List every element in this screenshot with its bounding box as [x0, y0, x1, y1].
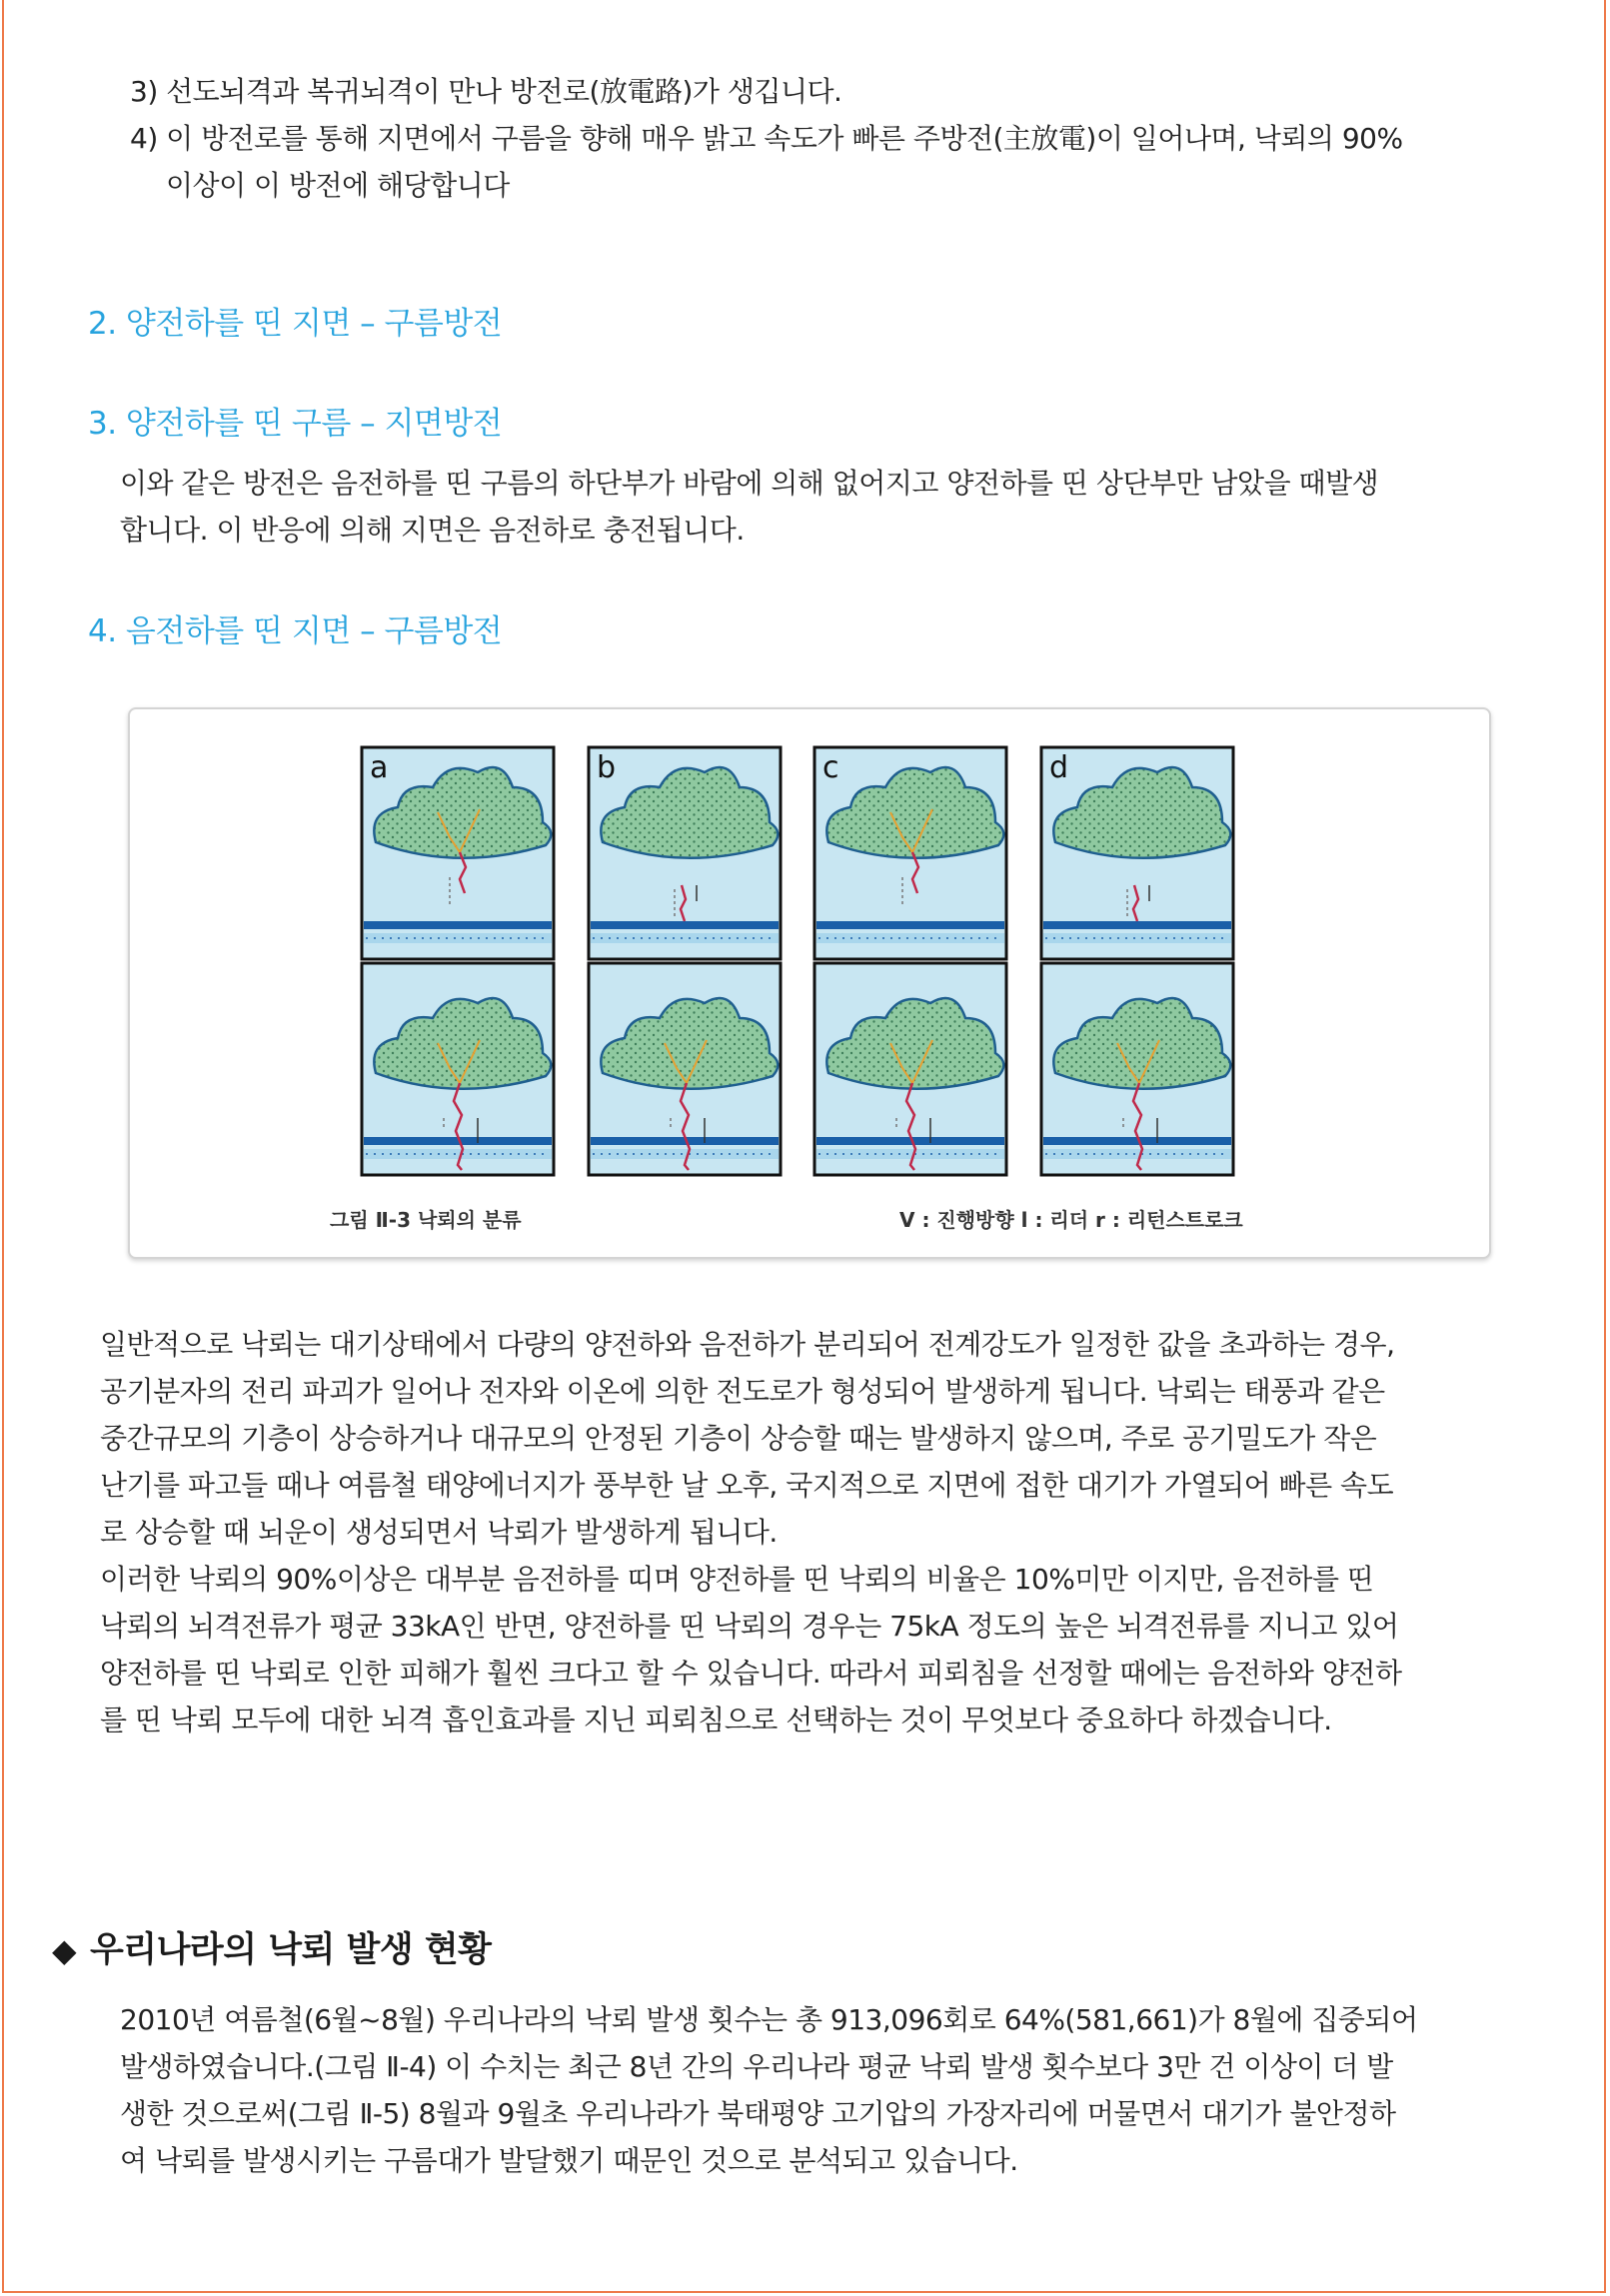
step-4: 4) 이 방전로를 통해 지면에서 구름을 향해 매우 밝고 속도가 빠른 주방전(主放電)이 일어나며, 낙뢰의 90%: [130, 122, 1403, 155]
panel-d-bottom: [1041, 963, 1233, 1175]
paragraph-line: 난기를 파고들 때나 여름철 태양에너지가 풍부한 날 오후, 국지적으로 지면에 접한 대기가 가열되어 빠른 속도: [100, 1469, 1394, 1502]
steps-list: [130, 68, 1569, 209]
heading-4: 4. 음전하를 띤 지면 – 구름방전: [88, 613, 503, 649]
panel-label: b: [597, 750, 617, 785]
section-title: [52, 1922, 491, 1972]
panel-c-bottom: [814, 963, 1006, 1175]
paragraph-line: 일반적으로 낙뢰는 대기상태에서 다량의 양전하와 음전하가 분리되어 전계강도가 일정한 값을 초과하는 경우,: [100, 1328, 1395, 1361]
panel-c-top: [814, 747, 1006, 959]
step-4-cont: 이상이 이 방전에 해당합니다: [166, 169, 510, 202]
figure-caption: 그림 Ⅱ-3 낙뢰의 분류: [330, 1208, 522, 1232]
figure-legend: V : 진행방향 l : 리더 r : 리턴스트로크: [899, 1208, 1243, 1232]
panel-d-top: [1041, 747, 1233, 959]
figure-illustration: [130, 709, 1489, 1257]
panel-label: a: [370, 750, 389, 785]
paragraph-line: 합니다. 이 반응에 의해 지면은 음전하로 충전됩니다.: [120, 514, 745, 547]
paragraph-line: 낙뢰의 뇌격전류가 평균 33kA인 반면, 양전하를 띤 낙뢰의 경우는 75kA 정도의 높은 뇌격전류를 지니고 있어: [100, 1610, 1399, 1643]
lightning-classification-figure: [128, 707, 1491, 1259]
paragraph-line: 여 낙뢰를 발생시키는 구름대가 발달했기 때문인 것으로 분석되고 있습니다.: [120, 2144, 1018, 2177]
paragraph-line: 양전하를 띤 낙뢰로 인한 피해가 훨씬 크다고 할 수 있습니다. 따라서 피뢰침을 선정할 때에는 음전하와 양전하: [100, 1657, 1402, 1690]
paragraph-line: 중간규모의 기층이 상승하거나 대규모의 안정된 기층이 상승할 때는 발생하지 않으며, 주로 공기밀도가 작은: [100, 1422, 1377, 1455]
paragraph-line: 로 상승할 때 뇌운이 생성되면서 낙뢰가 발생하게 됩니다.: [100, 1516, 778, 1549]
heading-3: 3. 양전하를 띤 구름 – 지면방전: [88, 406, 503, 442]
paragraph-line: 생한 것으로써(그림 Ⅱ-5) 8월과 9월초 우리나라가 북태평양 고기압의 가장자리에 머물면서 대기가 불안정하: [120, 2097, 1396, 2130]
panel-a-bottom: [362, 963, 554, 1175]
panel-b-bottom: [589, 963, 781, 1175]
panel-label: d: [1049, 750, 1069, 785]
paragraph-line: 이러한 낙뢰의 90%이상은 대부분 음전하를 띠며 양전하를 띤 낙뢰의 비율은 10%미만 이지만, 음전하를 띤: [100, 1563, 1374, 1596]
paragraph-line: 발생하였습니다.(그림 Ⅱ-4) 이 수치는 최근 8년 간의 우리나라 평균 낙뢰 발생 횟수보다 3만 건 이상이 더 발: [120, 2050, 1393, 2083]
step-3: 3) 선도뇌격과 복귀뇌격이 만나 방전로(放電路)가 생깁니다.: [130, 75, 842, 108]
paragraph-korea-status: [120, 1996, 1579, 2184]
diamond-icon: ◆: [52, 1931, 77, 1969]
paragraph-line: 이와 같은 방전은 음전하를 띤 구름의 하단부가 바람에 의해 없어지고 양전하를 띤 상단부만 남았을 때발생: [120, 467, 1379, 500]
heading-2: 2. 양전하를 띤 지면 – 구름방전: [88, 306, 503, 342]
paragraph-line: 공기분자의 전리 파괴가 일어나 전자와 이온에 의한 전도로가 형성되어 발생하게 됩니다. 낙뢰는 태풍과 같은: [100, 1375, 1385, 1408]
paragraph-line: 2010년 여름철(6월~8월) 우리나라의 낙뢰 발생 횟수는 총 913,096회로 64%(581,661)가 8월에 집중되어: [120, 2003, 1418, 2036]
panel-b-top: [589, 747, 781, 959]
section-title-text: 우리나라의 낙뢰 발생 현황: [90, 1930, 492, 1970]
paragraph-cloud-ground: [120, 460, 1559, 554]
paragraph-lightning-general: [100, 1321, 1579, 1743]
panel-label: c: [822, 750, 839, 785]
paragraph-line: 를 띤 낙뢰 모두에 대한 뇌격 흡인효과를 지닌 피뢰침으로 선택하는 것이 무엇보다 중요하다 하겠습니다.: [100, 1704, 1332, 1736]
panel-a-top: [362, 747, 554, 959]
